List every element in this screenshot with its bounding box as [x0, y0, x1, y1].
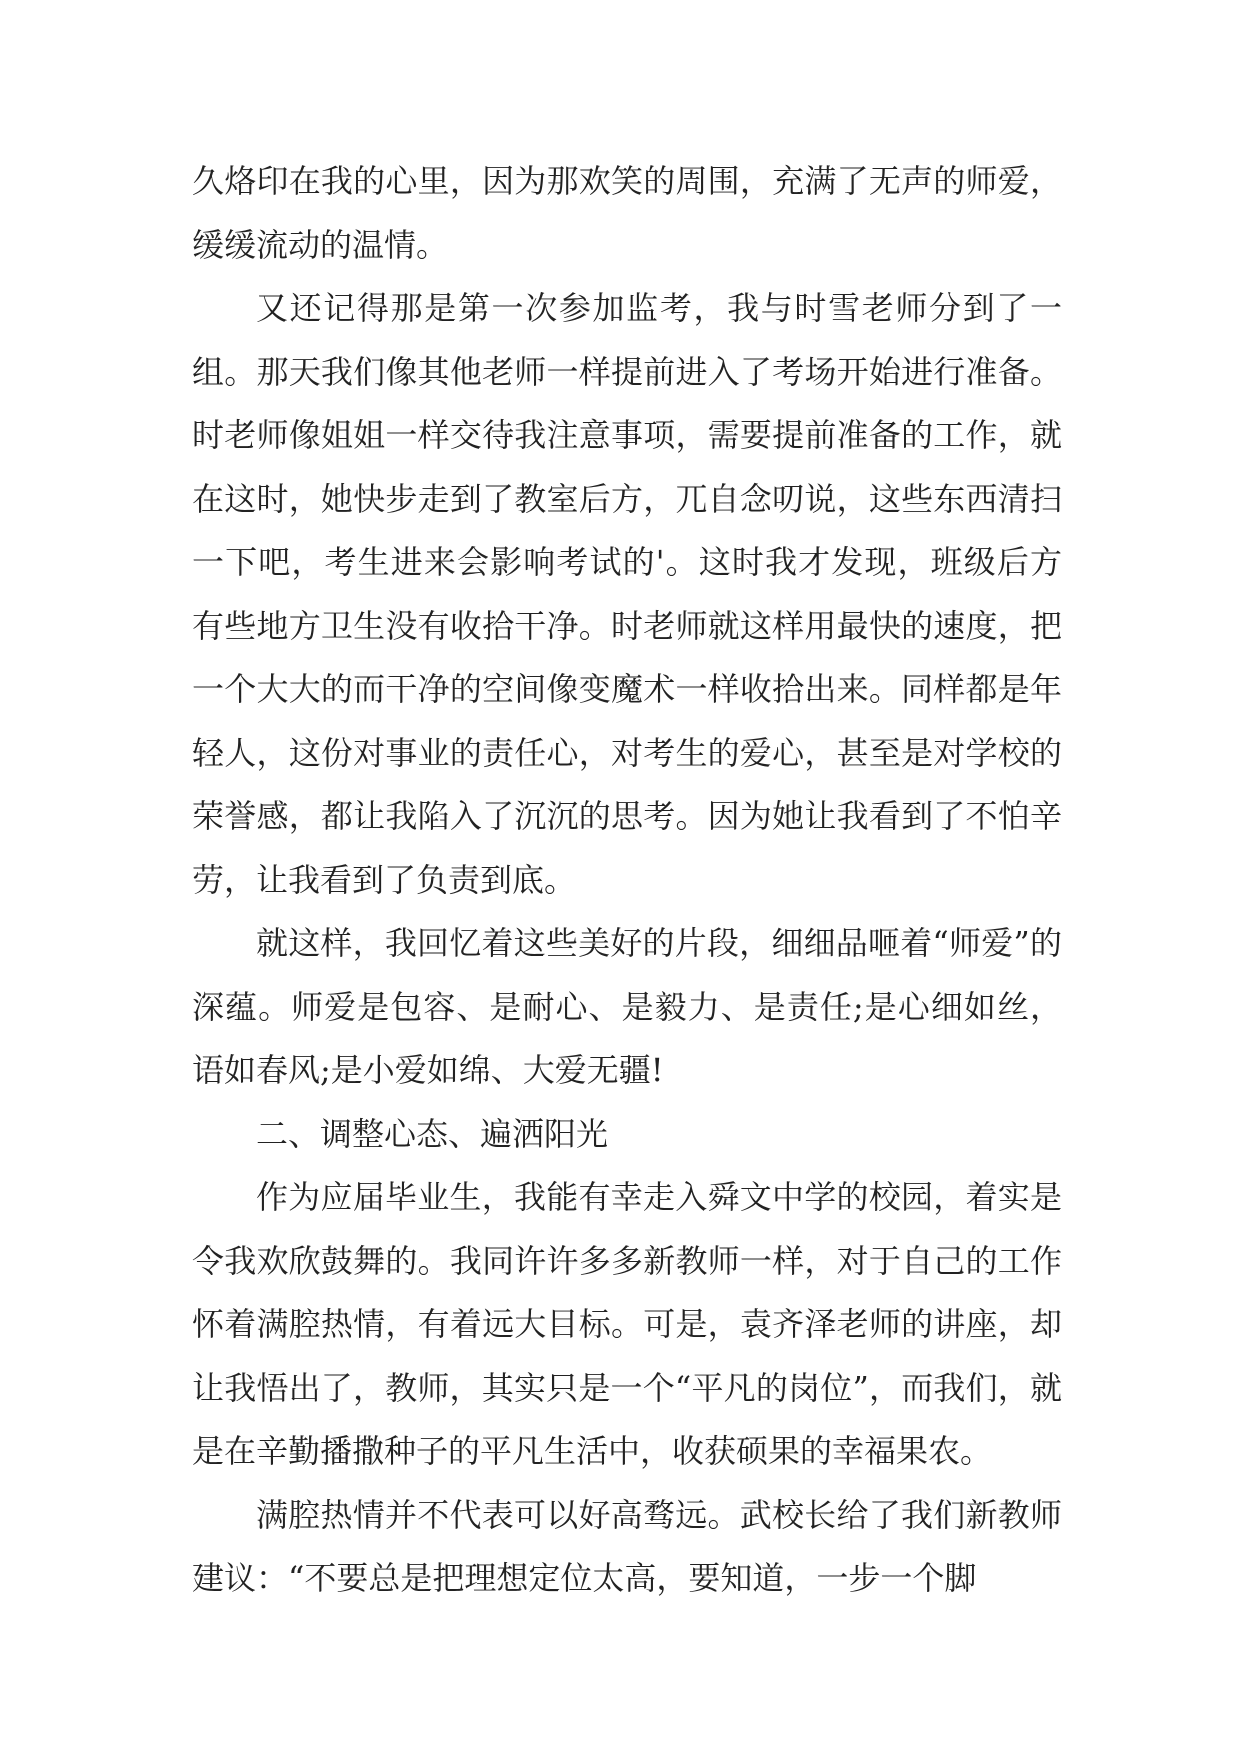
paragraph-2: 又还记得那是第一次参加监考，我与时雪老师分到了一组。那天我们像其他老师一样提前进入了考场开始进行准备。时老师像姐姐一样交待我注意事项，需要提前准备的工作，就在这时，她快步走到了教室后方，兀自念叨说，这些东西清扫一下吧，考生进来会影响考试的'。这时我才发现，班级后方有些地方卫生没有收拾干净。时老师就这样用最快的速度，把一个大大的而干净的空间像变魔术一样收拾出来。同样都是年轻人，这份对事业的责任心，对考生的爱心，甚至是对学校的荣誉感，都让我陷入了沉沉的思考。因为她让我看到了不怕辛劳，让我看到了负责到底。	[192, 289, 1062, 899]
paragraph-5: 满腔热情并不代表可以好高骛远。武校长给了我们新教师建议：“不要总是把理想定位太高，要知道，一步一个脚	[192, 1495, 1062, 1597]
body-text	[192, 150, 1062, 1611]
paragraph-1: 久烙印在我的心里，因为那欢笑的周围，充满了无声的师爱，缓缓流动的温情。	[192, 162, 1062, 264]
paragraph-3: 就这样，我回忆着这些美好的片段，细细品咂着“师爱”的深蕴。师爱是包容、是耐心、是毅力、是责任;是心细如丝，语如春风;是小爱如绵、大爱无疆!	[192, 924, 1062, 1089]
paragraph-4: 作为应届毕业生，我能有幸走入舜文中学的校园，着实是令我欢欣鼓舞的。我同许许多多新教师一样，对于自己的工作怀着满腔热情，有着远大目标。可是，袁齐泽老师的讲座，却让我悟出了，教师，其实只是一个“平凡的岗位”，而我们，就是在辛勤播撒种子的平凡生活中，收获硕果的幸福果农。	[192, 1178, 1062, 1470]
section-heading: 二、调整心态、遍洒阳光	[256, 1114, 609, 1153]
